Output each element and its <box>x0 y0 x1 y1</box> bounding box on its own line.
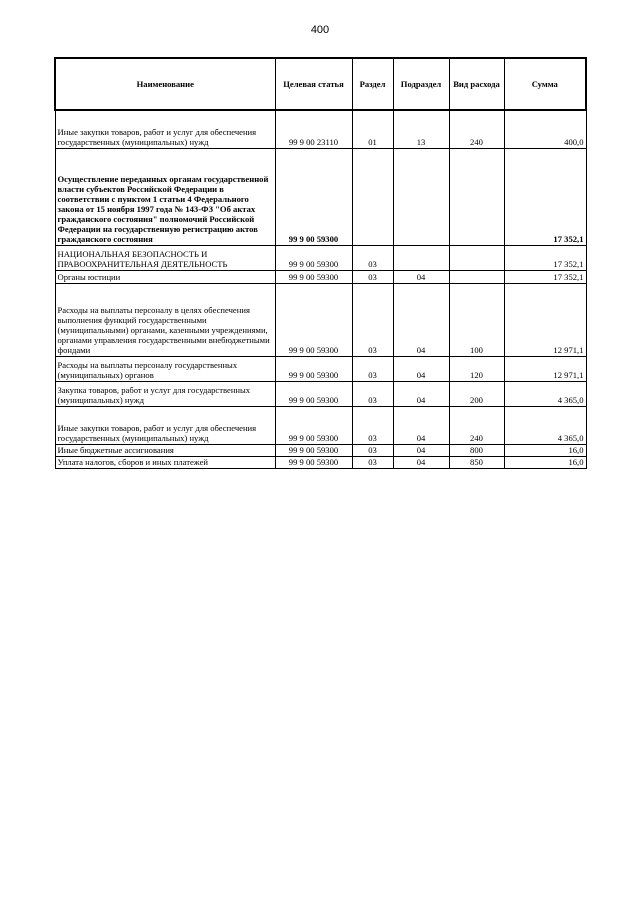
row-name: Расходы на выплаты персоналу в целях обеспечения выполнения функций государственными (муниципальными) органами, казенными учреждениями, органами управления государственными внебюджетными фондами <box>55 283 275 356</box>
row-kind: 800 <box>449 444 504 456</box>
row-amount: 16,0 <box>504 444 586 456</box>
row-amount: 12 971,1 <box>504 283 586 356</box>
row-subsection: 13 <box>393 110 449 148</box>
row-section <box>352 148 393 245</box>
table-row <box>55 381 586 406</box>
row-section: 03 <box>352 245 393 270</box>
header-target: Целевая статья <box>275 58 352 110</box>
row-kind: 240 <box>449 110 504 148</box>
row-subsection: 04 <box>393 406 449 444</box>
row-kind <box>449 148 504 245</box>
table-row <box>55 270 586 283</box>
row-name: Иные закупки товаров, работ и услуг для обеспечения государственных (муниципальных) нужд <box>55 406 275 444</box>
row-kind: 200 <box>449 381 504 406</box>
table-row <box>55 148 586 245</box>
row-kind: 120 <box>449 356 504 381</box>
row-section: 03 <box>352 283 393 356</box>
row-subsection: 04 <box>393 381 449 406</box>
row-kind: 240 <box>449 406 504 444</box>
row-name: НАЦИОНАЛЬНАЯ БЕЗОПАСНОСТЬ И ПРАВООХРАНИТЕЛЬНАЯ ДЕЯТЕЛЬНОСТЬ <box>55 245 275 270</box>
row-target: 99 9 00 59300 <box>275 270 352 283</box>
header-kind: Вид расхода <box>449 58 504 110</box>
row-section: 03 <box>352 456 393 468</box>
row-name: Расходы на выплаты персоналу государственных (муниципальных) органов <box>55 356 275 381</box>
row-target: 99 9 00 59300 <box>275 283 352 356</box>
row-target: 99 9 00 59300 <box>275 356 352 381</box>
row-target: 99 9 00 59300 <box>275 444 352 456</box>
row-section: 01 <box>352 110 393 148</box>
row-name: Органы юстиции <box>55 270 275 283</box>
row-name: Осуществление переданных органам государственной власти субъектов Российской Федерации в соответствии с пунктом 1 статьи 4 Федерального закона от 15 ноября 1997 года № 143-ФЗ "Об актах гражданского состояния" полномочий Российской Федерации на государственную регистрацию актов гражданского состояния <box>55 148 275 245</box>
header-subsection: Подраздел <box>393 58 449 110</box>
row-amount: 17 352,1 <box>504 148 586 245</box>
row-amount: 17 352,1 <box>504 245 586 270</box>
row-amount: 16,0 <box>504 456 586 468</box>
table-row <box>55 356 586 381</box>
table-header-row <box>55 58 586 110</box>
budget-table <box>54 57 587 469</box>
row-amount: 12 971,1 <box>504 356 586 381</box>
row-subsection: 04 <box>393 356 449 381</box>
header-section: Раздел <box>352 58 393 110</box>
row-target: 99 9 00 59300 <box>275 406 352 444</box>
row-subsection: 04 <box>393 444 449 456</box>
row-kind <box>449 245 504 270</box>
row-target: 99 9 00 59300 <box>275 381 352 406</box>
table-row <box>55 444 586 456</box>
row-section: 03 <box>352 356 393 381</box>
row-subsection: 04 <box>393 283 449 356</box>
row-target: 99 9 00 59300 <box>275 245 352 270</box>
row-target: 99 9 00 23110 <box>275 110 352 148</box>
row-kind <box>449 270 504 283</box>
row-target: 99 9 00 59300 <box>275 148 352 245</box>
row-name: Уплата налогов, сборов и иных платежей <box>55 456 275 468</box>
row-amount: 4 365,0 <box>504 381 586 406</box>
row-subsection <box>393 148 449 245</box>
row-name: Иные бюджетные ассигнования <box>55 444 275 456</box>
table-row <box>55 110 586 148</box>
row-kind: 100 <box>449 283 504 356</box>
row-name: Иные закупки товаров, работ и услуг для обеспечения государственных (муниципальных) нужд <box>55 110 275 148</box>
row-kind: 850 <box>449 456 504 468</box>
row-section: 03 <box>352 406 393 444</box>
page-number: 400 <box>310 24 330 36</box>
row-section: 03 <box>352 444 393 456</box>
table-row <box>55 245 586 270</box>
table-row <box>55 283 586 356</box>
table-row <box>55 406 586 444</box>
row-amount: 400,0 <box>504 110 586 148</box>
header-name: Наименование <box>55 58 275 110</box>
row-amount: 17 352,1 <box>504 270 586 283</box>
row-amount: 4 365,0 <box>504 406 586 444</box>
row-target: 99 9 00 59300 <box>275 456 352 468</box>
table-row <box>55 456 586 468</box>
row-section: 03 <box>352 270 393 283</box>
row-subsection: 04 <box>393 270 449 283</box>
row-subsection: 04 <box>393 456 449 468</box>
header-amount: Сумма <box>504 58 586 110</box>
row-section: 03 <box>352 381 393 406</box>
row-subsection <box>393 245 449 270</box>
row-name: Закупка товаров, работ и услуг для государственных (муниципальных) нужд <box>55 381 275 406</box>
